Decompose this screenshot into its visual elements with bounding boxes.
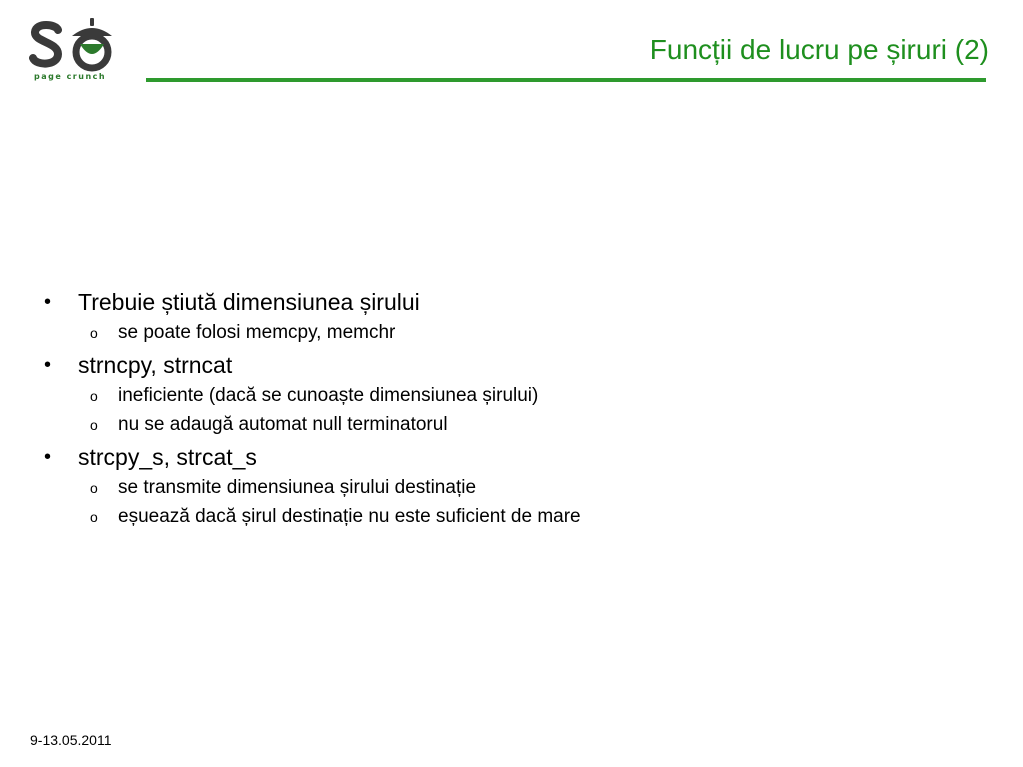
sub-bullet-item (78, 318, 980, 347)
sub-bullet-list (78, 318, 980, 347)
bullet-dot-icon: • (44, 291, 52, 313)
sub-bullet-circle-icon: o (90, 480, 98, 496)
sub-bullet-item (78, 473, 980, 502)
bullet-text: strncpy, strncat (78, 352, 233, 378)
sub-bullet-item (78, 502, 980, 531)
sub-bullet-circle-icon: o (90, 509, 98, 525)
bullet-text: Trebuie știută dimensiunea șirului (78, 289, 420, 315)
sub-bullet-text: ineficiente (dacă se cunoaște dimensiunea șirului) (118, 385, 539, 406)
sub-bullet-item (78, 381, 980, 410)
bullet-item (40, 349, 980, 439)
bullet-list (40, 286, 980, 531)
bullet-text: strcpy_s, strcat_s (78, 444, 257, 470)
slide-content (40, 286, 980, 533)
title-divider (146, 78, 986, 82)
sub-bullet-list (78, 473, 980, 531)
sub-bullet-item (78, 410, 980, 439)
sub-bullet-text: nu se adaugă automat null terminatorul (118, 414, 448, 435)
footer-date: 9-13.05.2011 (30, 732, 112, 748)
sub-bullet-circle-icon: o (90, 388, 98, 404)
sub-bullet-text: se transmite dimensiunea șirului destinație (118, 477, 477, 498)
bullet-item (40, 441, 980, 531)
sub-bullet-circle-icon: o (90, 325, 98, 341)
sub-bullet-text: se poate folosi memcpy, memchr (118, 322, 396, 343)
bullet-dot-icon: • (44, 446, 52, 468)
bullet-dot-icon: • (44, 354, 52, 376)
sub-bullet-text: eșuează dacă șirul destinație nu este suficient de mare (118, 506, 581, 527)
bullet-item (40, 286, 980, 347)
sub-bullet-list (78, 381, 980, 439)
slide-title: Funcții de lucru pe șiruri (2) (649, 34, 989, 65)
sub-bullet-circle-icon: o (90, 417, 98, 433)
logo-caption: page crunch (34, 72, 107, 81)
